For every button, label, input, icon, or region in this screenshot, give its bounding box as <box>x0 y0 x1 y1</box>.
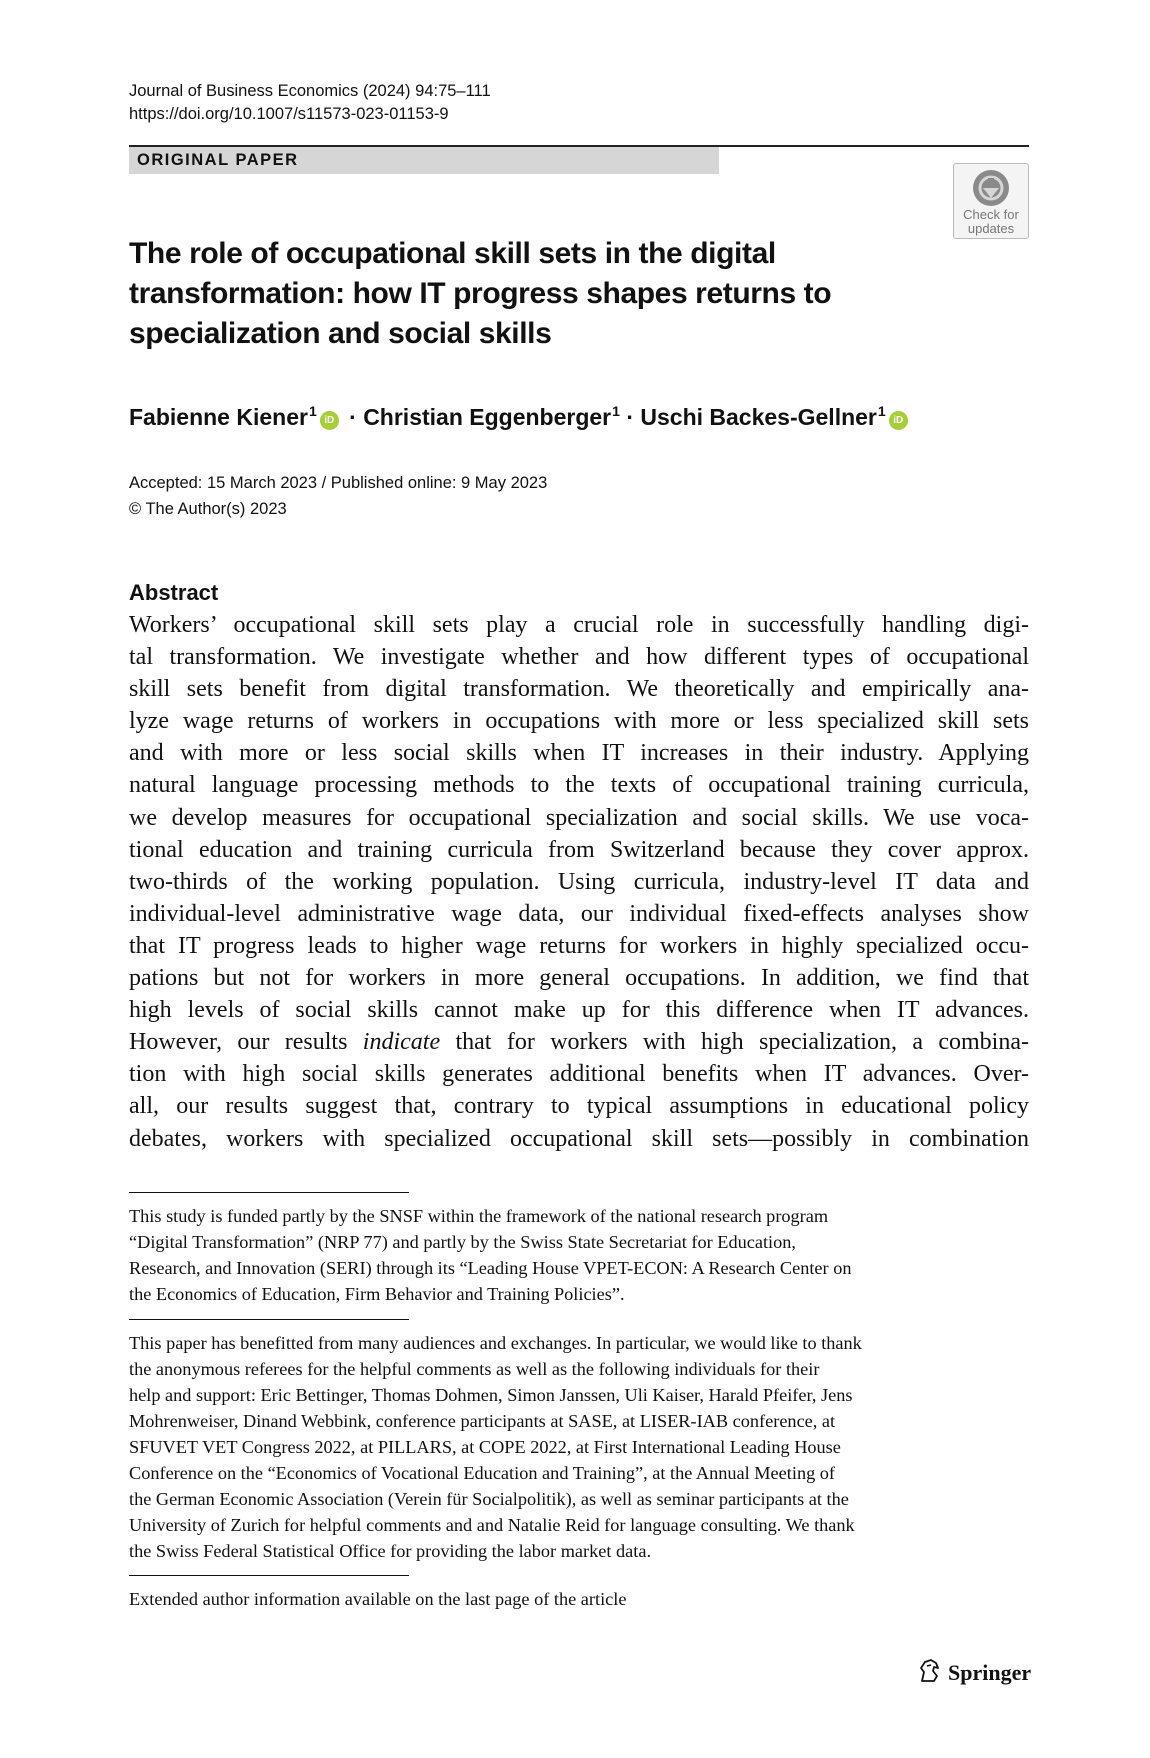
acknowledgements-footnote <box>129 1330 862 1564</box>
author-name[interactable]: Fabienne Kiener <box>129 404 308 430</box>
abstract-text: that for workers with high specialization, a combina- <box>440 1029 1029 1056</box>
footnote-line: Research, and Innovation (SERI) through its “Leading House VPET-ECON: A Research Center on <box>129 1258 852 1278</box>
orcid-icon[interactable]: iD <box>889 411 908 430</box>
abstract-text: However, our results <box>129 1029 363 1056</box>
author-list <box>129 394 912 434</box>
copyright-notice: © The Author(s) 2023 <box>129 500 287 518</box>
doi-link[interactable]: https://doi.org/10.1007/s11573-023-01153-9 <box>129 105 449 123</box>
orcid-icon[interactable]: iD <box>320 411 339 430</box>
abstract-line: we develop measures for occupational specialization and social skills. We use voca- <box>129 804 1029 831</box>
abstract-body <box>129 609 1029 1155</box>
abstract-line: individual-level administrative wage data, our individual fixed-effects analyses show <box>129 900 1029 927</box>
abstract-line: all, our results suggest that, contrary to typical assumptions in educational policy <box>129 1093 1029 1120</box>
publication-dates <box>129 470 547 522</box>
abstract-line <box>129 1026 1029 1058</box>
accepted-published-date: Accepted: 15 March 2023 / Published online: 9 May 2023 <box>129 474 548 492</box>
check-for-updates-badge[interactable] <box>953 163 1029 239</box>
author-name[interactable]: Christian Eggenberger <box>363 404 612 430</box>
footnote-line: the German Economic Association (Verein für Socialpolitik), as well as seminar participants at the <box>129 1489 849 1509</box>
abstract-line: high levels of social skills cannot make up for this difference when IT advances. <box>129 997 1029 1024</box>
footnote-line: This study is funded partly by the SNSF within the framework of the national research program <box>129 1206 829 1226</box>
abstract-line: tal transformation. We investigate whether and how different types of occupational <box>129 644 1029 671</box>
footnote-rule <box>129 1319 409 1320</box>
funding-footnote <box>129 1203 851 1307</box>
abstract-line: debates, workers with specialized occupational skill sets—possibly in combination <box>129 1125 1029 1152</box>
emphasized-word: indicate <box>362 1029 441 1056</box>
footnote-line: the Economics of Education, Firm Behavior and Training Policies”. <box>129 1284 625 1304</box>
footnote-line: This paper has benefitted from many audiences and exchanges. In particular, we would like to thank <box>129 1333 862 1353</box>
paper-title: The role of occupational skill sets in the digital transformation: how IT progress shapes returns to specialization and social skills <box>129 237 832 350</box>
footnote-line: University of Zurich for helpful comments and and Natalie Reid for language consulting. We thank <box>129 1515 855 1535</box>
author-separator: · <box>626 404 634 430</box>
footnote-line: “Digital Transformation” (NRP 77) and partly by the Swiss State Secretariat for Education, <box>129 1232 796 1252</box>
footnote-line: SFUVET VET Congress 2022, at PILLARS, at COPE 2022, at First International Leading House <box>129 1437 841 1457</box>
check-for-updates-icon <box>971 168 1011 208</box>
publisher-logo <box>916 1658 1031 1688</box>
journal-header <box>129 80 491 126</box>
footnote-rule <box>129 1192 409 1193</box>
journal-citation: Journal of Business Economics (2024) 94:75–111 <box>129 82 491 100</box>
footnote-line: Conference on the “Economics of Vocational Education and Training”, at the Annual Meeting of <box>129 1463 836 1483</box>
footnote-line: help and support: Eric Bettinger, Thomas Dohmen, Simon Janssen, Uli Kaiser, Harald Pfeifer, Jens <box>129 1385 853 1405</box>
updates-line-1: Check for <box>963 207 1019 222</box>
abstract-line: and with more or less social skills when IT increases in their industry. Applying <box>129 740 1029 767</box>
abstract-line: that IT progress leads to higher wage returns for workers in highly specialized occu- <box>129 932 1029 959</box>
affiliation-marker: 1 <box>612 403 620 419</box>
affiliation-marker: 1 <box>877 403 886 419</box>
extended-author-info: Extended author information available on the last page of the article <box>129 1589 627 1609</box>
abstract-line: lyze wage returns of workers in occupations with more or less specialized skill sets <box>129 708 1029 735</box>
footnote-line: the anonymous referees for the helpful comments as well as the following individuals for their <box>129 1359 820 1379</box>
author-name[interactable]: Uschi Backes-Gellner <box>640 404 877 430</box>
footnote-line: the Swiss Federal Statistical Office for providing the labor market data. <box>129 1541 652 1561</box>
publisher-name: Springer <box>948 1660 1032 1685</box>
paper-type-label: ORIGINAL PAPER <box>129 147 719 174</box>
updates-line-2: updates <box>967 221 1015 236</box>
affiliation-marker: 1 <box>308 403 317 419</box>
author-separator: · <box>349 404 357 430</box>
springer-horse-icon <box>916 1658 942 1684</box>
abstract-line: pations but not for workers in more general occupations. In addition, we find that <box>129 965 1029 992</box>
abstract-line: Workers’ occupational skill sets play a crucial role in successfully handling digi- <box>129 612 1029 638</box>
abstract-heading: Abstract <box>129 580 219 605</box>
abstract-line: tion with high social skills generates additional benefits when IT advances. Over- <box>129 1061 1029 1088</box>
abstract-line: natural language processing methods to the texts of occupational training curricula, <box>129 772 1029 799</box>
footnote-line: Mohrenweiser, Dinand Webbink, conference participants at SASE, at LISER-IAB conference, at <box>129 1411 836 1431</box>
footnote-rule <box>129 1575 409 1576</box>
abstract-line: two-thirds of the working population. Using curricula, industry-level IT data and <box>129 868 1029 895</box>
abstract-line: tional education and training curricula from Switzerland because they cover approx. <box>129 836 1029 863</box>
abstract-line: skill sets benefit from digital transformation. We theoretically and empirically ana- <box>129 676 1029 703</box>
